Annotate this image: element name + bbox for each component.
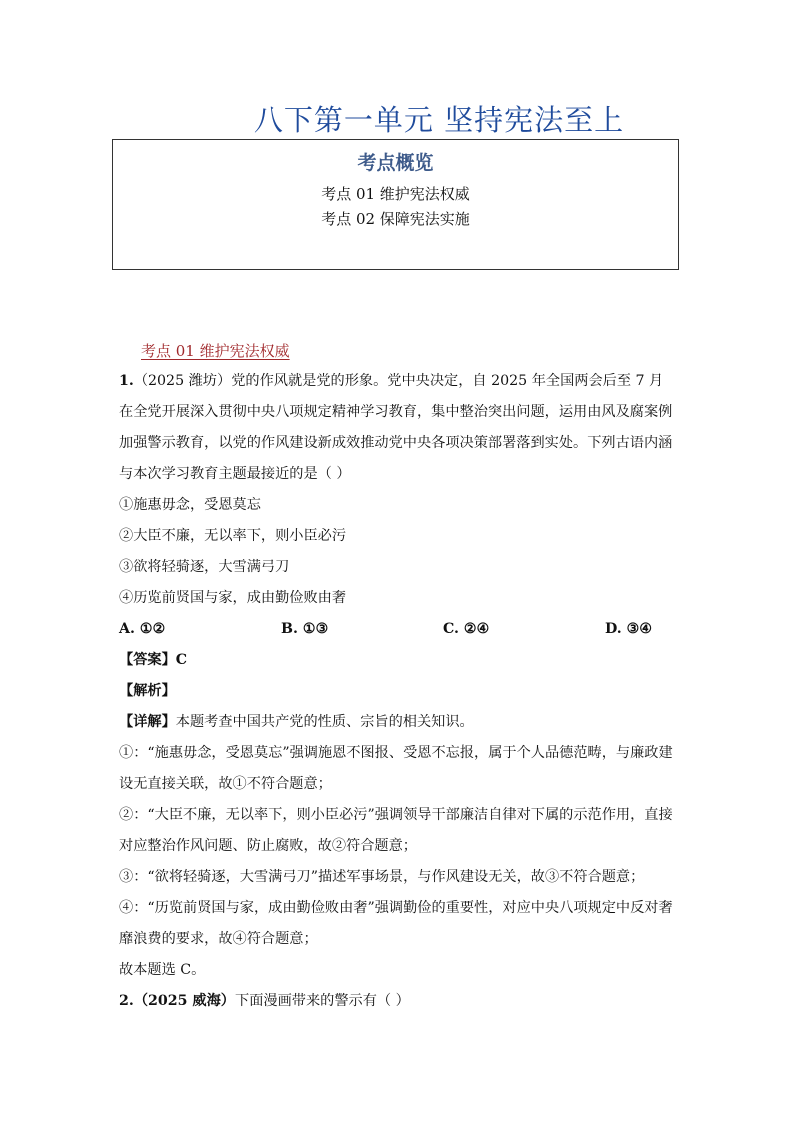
detail-label: 【详解】 — [119, 714, 176, 730]
question-1-stem — [119, 366, 675, 490]
question-1-number: 1. — [119, 373, 134, 389]
question-2-number: 2. — [119, 993, 134, 1009]
conclusion: 故本题选 C。 — [119, 962, 206, 978]
explanation-2: ②：“大臣不廉，无以率下，则小臣必污”强调领导干部廉洁自律对下属的示范作用，直接对应整治作风问题、防止腐败，故②符合题意； — [119, 807, 673, 854]
detail-line — [119, 707, 675, 738]
overview-item-2: 考点 02 保障宪法实施 — [321, 210, 470, 228]
answer-line — [119, 645, 675, 676]
option-row — [119, 614, 675, 645]
question-1-text: 党的作风就是党的形象。党中央决定，自 2025 年全国两会后至 7 月在全党开展深入贯彻中央八项规定精神学习教育，集中整治突出问题，运用由风及腐案例加强警示教育，以党的作风建设新成效推动党中央各项决策部署落到实处。下列古语内涵与本次学习教育主题最接近的是（ ） — [119, 373, 673, 482]
statement-4: ④历览前贤国与家，成由勤俭败由奢 — [119, 590, 347, 606]
overview-heading: 考点概览 — [357, 152, 434, 174]
option-d: D. ③④ — [605, 621, 653, 637]
question-1-source: （2025 潍坊） — [133, 373, 232, 389]
explanation-3: ③：“欲将轻骑逐，大雪满弓刀”描述军事场景，与作风建设无关，故③不符合题意； — [119, 869, 645, 885]
question-2-text: 下面漫画带来的警示有（ ） — [235, 993, 410, 1009]
detail-text: 本题考查中国共产党的性质、宗旨的相关知识。 — [175, 714, 474, 730]
section-heading-01: 考点 01 维护宪法权威 — [141, 342, 290, 360]
answer-value: C — [175, 652, 188, 668]
question-2-stem — [119, 986, 675, 1017]
overview-item-1: 考点 01 维护宪法权威 — [321, 185, 470, 203]
option-b: B. ①③ — [281, 621, 329, 637]
option-c: C. ②④ — [443, 621, 490, 637]
option-a: A. ①② — [119, 621, 166, 637]
document-title: 八下第一单元 坚持宪法至上 — [253, 103, 625, 137]
statement-2: ②大臣不廉，无以率下，则小臣必污 — [119, 528, 347, 544]
question-content — [119, 366, 675, 1017]
overview-box — [112, 139, 679, 270]
analysis-label: 【解析】 — [119, 683, 176, 699]
question-2-source: （2025 威海） — [133, 993, 235, 1009]
explanation-4: ④：“历览前贤国与家，成由勤俭败由奢”强调勤俭的重要性，对应中央八项规定中反对奢靡浪费的要求，故④符合题意； — [119, 900, 673, 947]
statement-3: ③欲将轻骑逐，大雪满弓刀 — [119, 559, 290, 575]
statement-1: ①施惠毋念，受恩莫忘 — [119, 497, 261, 513]
explanation-1: ①：“施惠毋念，受恩莫忘”强调施恩不图报、受恩不忘报，属于个人品德范畴，与廉政建设无直接关联，故①不符合题意； — [119, 745, 673, 792]
answer-label: 【答案】 — [119, 652, 176, 668]
